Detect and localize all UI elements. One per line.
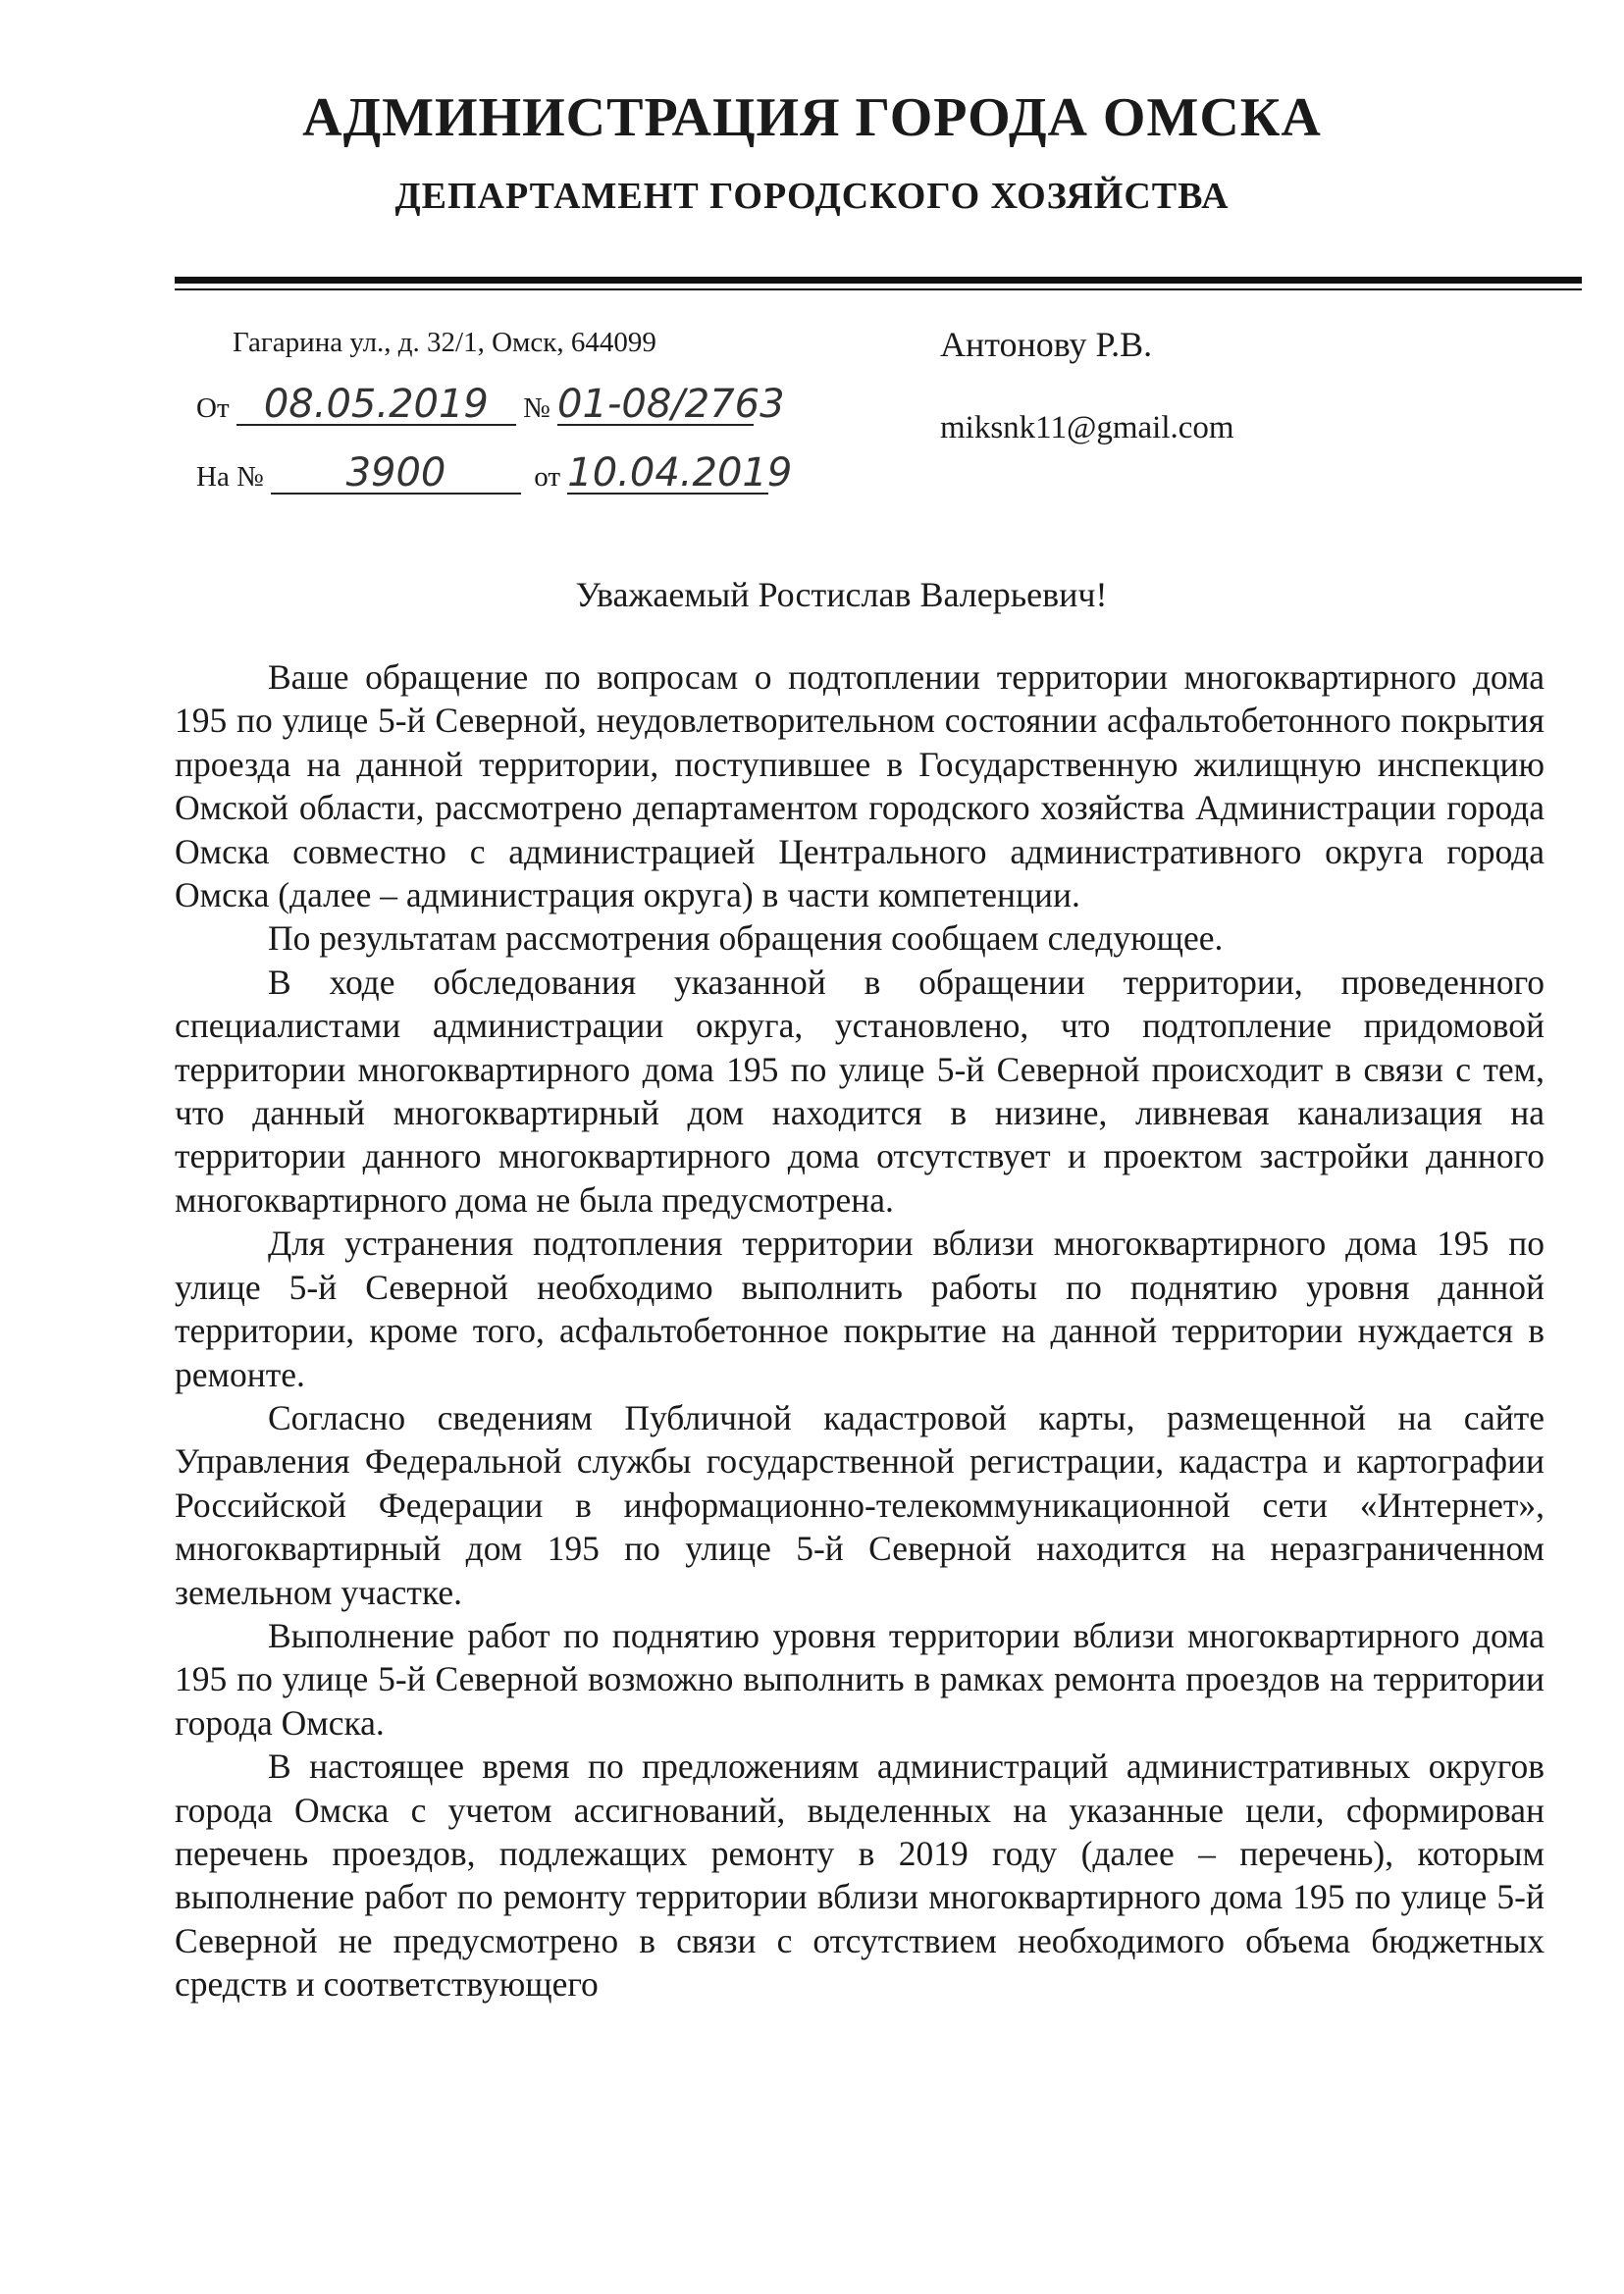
header-rule-thick (175, 277, 1582, 284)
organization-title: АДМИНИСТРАЦИЯ ГОРОДА ОМСКА (302, 87, 1322, 148)
outgoing-date-label: От (196, 392, 230, 424)
body-paragraph: Согласно сведениям Публичной кадастровой карты, размещенной на сайте Управления Федеральной службы государственной регистрации, кадастра и картографии Российской Федерации в информационно-телекоммуникационной сети «Интернет», многоквартирный дом 195 по улице 5-й Северной находится на неразграниченном земельном участке. (175, 1397, 1545, 1612)
outgoing-date-value: 08.05.2019 (236, 385, 516, 426)
body-paragraph: Выполнение работ по поднятию уровня территории вблизи многоквартирного дома 195 по улице 5-й Северной возможно выполнить в рамках ремонта проездов на территории города Омска. (175, 1615, 1545, 1743)
incoming-date-label: от (534, 461, 561, 493)
header-rule-thin (175, 288, 1582, 290)
outgoing-number-label: № (523, 392, 550, 424)
body-paragraph: В настоящее время по предложениям администраций административных округов города Омска с учетом ассигнований, выделенных на указанные цели, сформирован перечень проездов, подлежащих ремонту в 2019 году (далее – перечень), которым выполнение работ по ремонту территории вблизи многоквартирного дома 195 по улице 5-й Северной не предусмотрено в связи с отсутствием необходимого объема бюджетных средств и соответствующего (175, 1747, 1545, 2005)
body-paragraph: По результатам рассмотрения обращения сообщаем следующее. (268, 918, 1224, 959)
body-paragraph: В ходе обследования указанной в обращении территории, проведенного специалистами администрации округа, установлено, что подтопление придомовой территории многоквартирного дома 195 по улице 5-й Северной происходит в связи с тем, что данный многоквартирный дом находится в низине, ливневая канализация на территории данного многоквартирного дома отсутствует и проектом застройки данного многоквартирного дома не была предусмотрена. (175, 962, 1545, 1220)
body-paragraph: Для устранения подтопления территории вблизи многоквартирного дома 195 по улице 5-й Северной необходимо выполнить работы по поднятию уровня данной территории, кроме того, асфальтобетонное покрытие на данной территории нуждается в ремонте. (175, 1224, 1545, 1394)
outgoing-reference (196, 382, 785, 427)
recipient-name: Антонову Р.В. (940, 325, 1153, 364)
incoming-number-value: 3900 (271, 453, 521, 495)
body-paragraph: Ваше обращение по вопросам о подтоплении территории многоквартирного дома 195 по улице 5-й Северной, неудовлетворительном состоянии асфальтобетонного покрытия проезда на данной территории, поступившее в Государственную жилищную инспекцию Омской области, рассмотрено департаментом городского хозяйства Администрации города Омска совместно с администрацией Центрального административного округа города Омска (далее – администрация округа) в части компетенции. (175, 657, 1545, 915)
letter-body (175, 655, 1545, 2007)
incoming-date-value: 10.04.2019 (567, 450, 793, 495)
department-title: ДЕПАРТАМЕНТ ГОРОДСКОГО ХОЗЯЙСТВА (394, 176, 1230, 217)
outgoing-number-value: 01-08/2763 (557, 382, 785, 427)
sender-address: Гагарина ул., д. 32/1, Омск, 644099 (233, 327, 656, 358)
recipient-email: miksnk11@gmail.com (940, 410, 1234, 445)
incoming-number-label: На № (196, 461, 264, 493)
salutation: Уважаемый Ростислав Валерьевич! (575, 575, 1108, 614)
incoming-reference (196, 450, 793, 495)
